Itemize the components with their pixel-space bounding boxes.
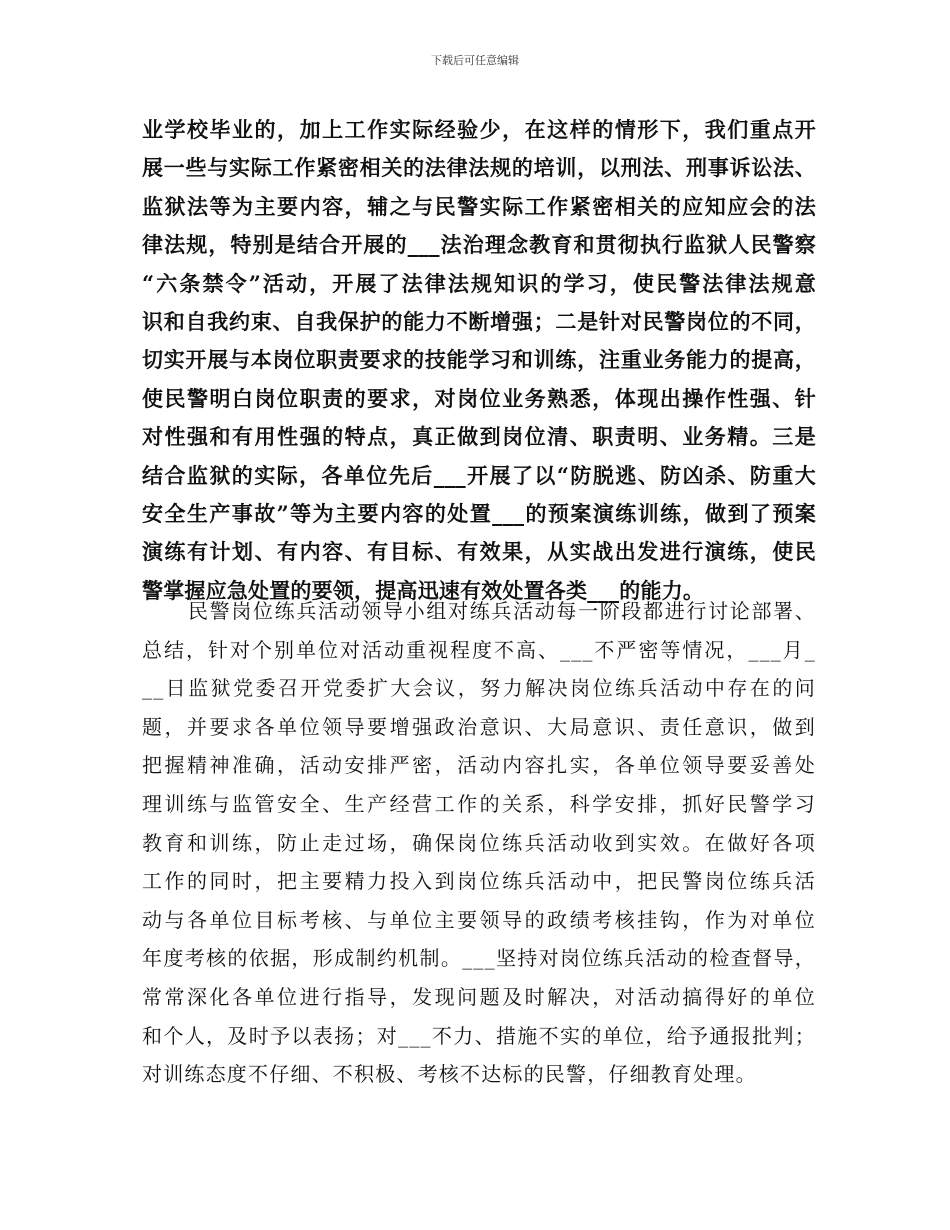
paragraph-line: 总结，针对个别单位对活动重视程度不高、___不严密等情况，___月_: [142, 637, 816, 662]
paragraph-line: 业学校毕业的，加上工作实际经验少，在这样的情形下，我们重点开: [142, 117, 816, 142]
paragraph-line: 动与各单位目标考核、与单位主要领导的政绩考核挂钩，作为对单位: [142, 907, 816, 932]
paragraph-line: 展一些与实际工作紧密相关的法律法规的培训，以刑法、刑事诉讼法、: [142, 155, 816, 181]
paragraph-line: 题，并要求各单位领导要增强政治意识、大局意识、责任意识，做到: [142, 714, 816, 739]
paragraph-line: 理训练与监管安全、生产经营工作的关系，科学安排，抓好民警学习: [142, 791, 816, 816]
paragraph-line: 对训练态度不仔细、不积极、考核不达标的民警，仔细教育处理。: [142, 1062, 757, 1087]
paragraph-line: 和个人，及时予以表扬；对___不力、措施不实的单位，给予通报批判；: [142, 1023, 816, 1048]
paragraph-line: 教育和训练，防止走过场，确保岗位练兵活动收到实效。在做好各项: [142, 830, 816, 855]
paragraph-line: 对性强和有用性强的特点，真正做到岗位清、职责明、业务精。三是: [142, 424, 816, 450]
paragraph-line: 民警岗位练兵活动领导小组对练兵活动每一阶段都进行讨论部署、: [188, 599, 816, 623]
paragraph-line: 切实开展与本岗位职责要求的技能学习和训练，注重业务能力的提高，: [142, 347, 816, 373]
paragraph-line: 工作的同时，把主要精力投入到岗位练兵活动中，把民警岗位练兵活: [142, 869, 816, 894]
paragraph-line: 识和自我约束、自我保护的能力不断增强；二是针对民警岗位的不同，: [142, 308, 816, 334]
paragraph-line: 常常深化各单位进行指导，发现问题及时解决，对活动搞得好的单位: [142, 984, 816, 1009]
paragraph-line: 把握精神准确，活动安排严密，活动内容扎实，各单位领导要妥善处: [142, 753, 816, 778]
paragraph-line: 警掌握应急处置的要领，提高迅速有效处置各类___的能力。: [142, 577, 705, 603]
paragraph-line: 结合监狱的实际，各单位先后___开展了以“防脱逃、防凶杀、防重大: [142, 462, 816, 488]
paragraph-line: 年度考核的依据，形成制约机制。___坚持对岗位练兵活动的检查督导，: [142, 946, 816, 971]
paragraph-line: 演练有计划、有内容、有目标、有效果，从实战出发进行演练，使民: [142, 539, 816, 565]
paragraph-1: [142, 111, 816, 610]
paragraph-line: 监狱法等为主要内容，辅之与民警实际工作紧密相关的应知应会的法: [142, 193, 816, 219]
paragraph-line: “六条禁令”活动，开展了法律法规知识的学习，使民警法律法规意: [142, 270, 816, 296]
paragraph-line: 律法规，特别是结合开展的___法治理念教育和贯彻执行监狱人民警察: [142, 232, 816, 258]
paragraph-line: 使民警明白岗位职责的要求，对岗位业务熟悉，体现出操作性强、针: [142, 385, 816, 411]
paragraph-line: __日监狱党委召开党委扩大会议，努力解决岗位练兵活动中存在的问: [142, 676, 816, 701]
paragraph-2: [142, 592, 816, 1094]
page-header-caption: 下载后可任意编辑: [431, 54, 519, 67]
paragraph-line: 安全生产事故”等为主要内容的处置___的预案演练训练，做到了预案: [142, 500, 816, 526]
